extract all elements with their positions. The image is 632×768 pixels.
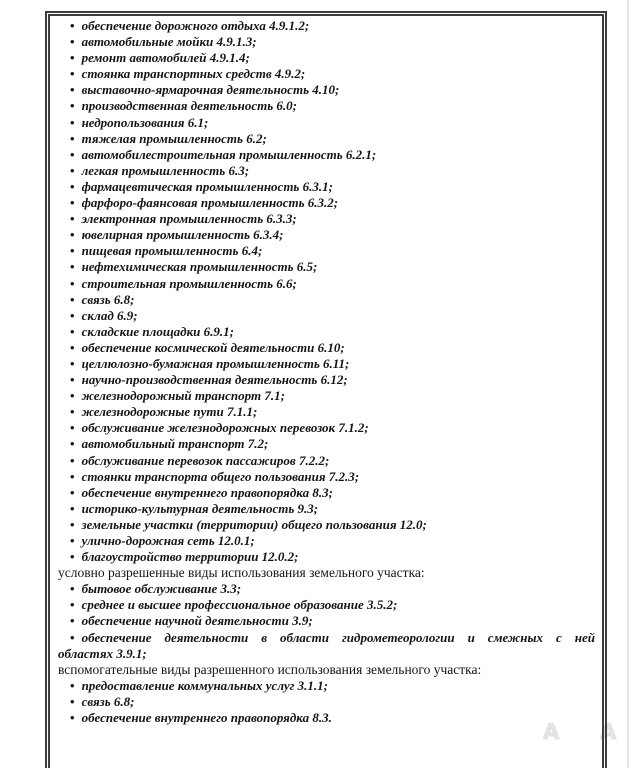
page-edge-line (627, 0, 629, 768)
list-item-text: связь 6.8; (81, 693, 135, 709)
list-item (58, 276, 595, 292)
bullet-icon: • (70, 388, 75, 404)
bullet-icon: • (70, 629, 75, 645)
auxiliary-uses-list (58, 678, 595, 726)
list-item-text: автомобилестроительная промышленность 6.2.1; (81, 146, 377, 162)
list-item-text: земельные участки (территории) общего пользования 12.0; (81, 516, 427, 532)
list-item-text: склад 6.9; (81, 307, 138, 323)
list-item (58, 147, 595, 163)
list-item (58, 82, 595, 98)
bullet-icon: • (70, 323, 75, 339)
list-item-text: предоставление коммунальных услуг 3.1.1; (81, 677, 328, 693)
list-item (58, 324, 595, 340)
list-item-text: связь 6.8; (81, 291, 135, 307)
list-item (58, 694, 595, 710)
bullet-icon: • (70, 195, 75, 211)
list-item-text: бытовое обслуживание 3.3; (81, 581, 242, 597)
list-item (58, 340, 595, 356)
list-item-text: легкая промышленность 6.3; (81, 162, 250, 178)
list-item-text: целлюлозно-бумажная промышленность 6.11; (81, 355, 350, 371)
bullet-icon: • (70, 613, 75, 629)
list-item-text: электронная промышленность 6.3.3; (81, 211, 297, 227)
bullet-icon: • (70, 243, 75, 259)
list-item-text: недропользования 6.1; (81, 114, 209, 130)
list-item (58, 404, 595, 420)
list-item (58, 485, 595, 501)
list-item (58, 308, 595, 324)
bullet-icon: • (70, 533, 75, 548)
bullet-icon: • (70, 50, 75, 66)
bullet-icon: • (70, 420, 75, 436)
list-item (58, 388, 595, 404)
bullet-icon: • (70, 114, 75, 130)
watermark-icon: A (600, 720, 617, 744)
list-item (58, 453, 595, 469)
list-item-text: научно-производственная деятельность 6.12; (81, 372, 348, 388)
bullet-icon: • (70, 18, 75, 33)
list-item-text: среднее и высшее профессиональное образование 3.5.2; (81, 597, 398, 613)
list-item (58, 163, 595, 179)
list-item (58, 292, 595, 308)
bullet-icon: • (70, 452, 75, 468)
list-item-continuation: областях 3.9.1; (58, 645, 147, 661)
list-item-text: благоустройство территории 12.0.2; (81, 549, 299, 565)
list-item-text: строительная промышленность 6.6; (81, 275, 297, 291)
list-item (58, 98, 595, 114)
list-item-text: складские площадки 6.9.1; (81, 323, 234, 339)
list-item-text: фарфоро-фаянсовая промышленность 6.3.2; (81, 195, 339, 211)
list-item (58, 259, 595, 275)
list-item (58, 613, 595, 629)
bullet-icon: • (70, 581, 75, 597)
bullet-icon: • (70, 211, 75, 227)
bullet-icon: • (70, 130, 75, 146)
bullet-icon: • (70, 178, 75, 194)
bullet-icon: • (70, 549, 75, 565)
list-item (58, 678, 595, 694)
list-item-text: улично-дорожная сеть 12.0.1; (81, 533, 255, 548)
list-item (58, 533, 595, 549)
list-item-text: тяжелая промышленность 6.2; (81, 130, 267, 146)
list-item (58, 630, 595, 646)
list-item (58, 436, 595, 452)
document-content (58, 18, 595, 726)
bullet-icon: • (70, 291, 75, 307)
list-item (58, 34, 595, 50)
list-item (58, 115, 595, 131)
list-item (58, 420, 595, 436)
watermark-icon: A (543, 720, 560, 744)
list-item-text: нефтехимическая промышленность 6.5; (81, 259, 318, 275)
list-item-text: автомобильный транспорт 7.2; (81, 436, 269, 452)
list-item (58, 243, 595, 259)
bullet-icon: • (70, 693, 75, 709)
list-item (58, 469, 595, 485)
bullet-icon: • (70, 275, 75, 291)
bullet-icon: • (70, 404, 75, 420)
bullet-icon: • (70, 597, 75, 613)
list-item-text: пищевая промышленность 6.4; (81, 243, 263, 259)
bullet-icon: • (70, 516, 75, 532)
list-item (58, 131, 595, 147)
list-item-text: фармацевтическая промышленность 6.3.1; (81, 178, 333, 194)
list-item (58, 501, 595, 517)
list-item (58, 517, 595, 533)
permitted-uses-list (58, 18, 595, 565)
bullet-icon: • (70, 66, 75, 82)
bullet-icon: • (70, 227, 75, 243)
document-table-cell (45, 11, 607, 768)
list-item-text: стоянка транспортных средств 4.9.2; (81, 66, 306, 82)
bullet-icon: • (70, 372, 75, 388)
list-item (58, 549, 595, 565)
list-item-text: обслуживание перевозок пассажиров 7.2.2; (81, 452, 330, 468)
bullet-icon: • (70, 339, 75, 355)
conditional-uses-header: условно разрешенные виды использования земельного участка: (58, 565, 425, 581)
list-item-text: выставочно-ярмарочная деятельность 4.10; (81, 82, 340, 98)
list-item-text: обеспечение внутреннего правопорядка 8.3; (81, 484, 333, 500)
list-item-text: обеспечение дорожного отдыха 4.9.1.2; (81, 18, 310, 33)
list-item (58, 18, 595, 34)
list-item (58, 179, 595, 195)
list-item-text: историко-культурная деятельность 9.3; (81, 500, 319, 516)
list-item (58, 227, 595, 243)
bullet-icon: • (70, 146, 75, 162)
list-item-text: обеспечение внутреннего правопорядка 8.3. (81, 710, 332, 726)
list-item (58, 66, 595, 82)
bullet-icon: • (70, 98, 75, 114)
list-item-text: автомобильные мойки 4.9.1.3; (81, 34, 257, 50)
list-item (58, 372, 595, 388)
list-item (58, 356, 595, 372)
list-item (58, 50, 595, 66)
conditional-uses-list (58, 581, 595, 661)
list-item (58, 195, 595, 211)
bullet-icon: • (70, 500, 75, 516)
bullet-icon: • (70, 162, 75, 178)
list-item-text: железнодорожные пути 7.1.1; (81, 404, 258, 420)
bullet-icon: • (70, 259, 75, 275)
bullet-icon: • (70, 355, 75, 371)
bullet-icon: • (70, 710, 75, 726)
list-item-text: обслуживание железнодорожных перевозок 7.1.2; (81, 420, 369, 436)
bullet-icon: • (70, 677, 75, 693)
bullet-icon: • (70, 436, 75, 452)
list-item-text: производственная деятельность 6.0; (81, 98, 297, 114)
list-item-text: ювелирная промышленность 6.3.4; (81, 227, 284, 243)
bullet-icon: • (70, 484, 75, 500)
auxiliary-uses-header: вспомогательные виды разрешенного использования земельного участка: (58, 661, 482, 677)
bullet-icon: • (70, 468, 75, 484)
list-item (58, 581, 595, 597)
list-item (58, 710, 595, 726)
list-item-text: обеспечение космической деятельности 6.10; (81, 339, 345, 355)
list-item (58, 597, 595, 613)
list-item-text: обеспечение деятельности в области гидрометеорологии и смежных с ней (81, 629, 595, 645)
bullet-icon: • (70, 82, 75, 98)
bullet-icon: • (70, 34, 75, 50)
bullet-icon: • (70, 307, 75, 323)
list-item-text: железнодорожный транспорт 7.1; (81, 388, 285, 404)
list-item-text: ремонт автомобилей 4.9.1.4; (81, 50, 250, 66)
list-item-text: обеспечение научной деятельности 3.9; (81, 613, 313, 629)
list-item-text: стоянки транспорта общего пользования 7.2.3; (81, 468, 360, 484)
list-item (58, 211, 595, 227)
